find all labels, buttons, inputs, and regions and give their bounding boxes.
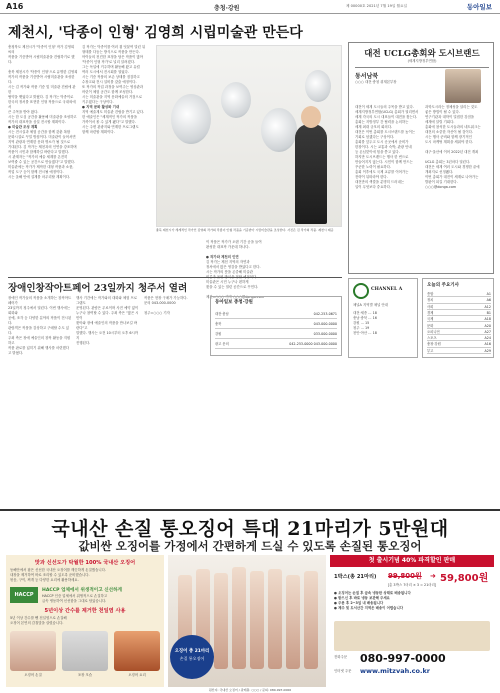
text-line: 일이 무엇보다 중요하다. [355, 185, 391, 189]
text-line: 급속 냉동하여 신선함을 그대로 담았습니다. [42, 599, 107, 603]
row-label: 종합 [427, 292, 434, 296]
channel-logo-icon [353, 283, 369, 299]
row-label: 문화 [427, 323, 434, 328]
text-line: ● 지역 문화 활성화 기대 [82, 105, 120, 109]
row-label: 충청·강원 [427, 342, 441, 347]
text-line: HACCP 인증 업체에서 위생적으로 손질하고 [42, 594, 108, 598]
text-line: 시는 주변 관광지와 연계한 프로그램도 [82, 125, 139, 129]
ad-photo-dish [114, 631, 160, 671]
text-line: 보여줄 수 있는 공간으로 만들겠다"고 말했다. [8, 160, 75, 164]
text-line: 시는 기증 작품의 보존 상태를 점검하고 [82, 75, 140, 79]
squid-item [286, 575, 300, 669]
sculpture-figure [261, 108, 297, 152]
text-line: 지역 예술계도 미술관 건립을 반기고 있다. [82, 110, 145, 114]
artist-head [301, 106, 321, 128]
text-line: 또 작가의 작업 과정을 보여주는 영상관과 [82, 85, 144, 89]
column-text-col-1 [355, 105, 421, 271]
row-value: A29 [484, 348, 491, 353]
text-line: 시는 작가의 뜻을 존중해 미술관 [206, 270, 253, 274]
text-line: 대전만의 색깔을 분명히 드러내는 [355, 180, 405, 184]
lower-article-col-2 [76, 296, 140, 356]
text-line: 주최 측은 장애 예술인의 창작 활동을 지원하고 [8, 336, 71, 345]
text-line: 가까이서 볼 수 있게 됐다"고 말했다. [82, 120, 136, 124]
divider [355, 67, 489, 68]
lead-article-col-1 [8, 45, 78, 273]
text-line: 세계 최대 규모의 회의다. [355, 125, 393, 129]
text-line: 하지만 도시브랜드는 행사 한 번으로 [355, 155, 409, 159]
row-value: A1 [486, 292, 491, 296]
text-line: 시는 올해 안에 설계를 마무리할 계획이다. [8, 175, 71, 179]
channel-list [353, 311, 415, 355]
text-line: 운영된다. 관람은 무료이며 사전 예약 없이 [76, 306, 139, 310]
text-line: 작품이 시민과 함께하길 바란다고 말했다. [8, 150, 70, 154]
text-line: 등 손님맞이에 힘을 쏟고 있다. [355, 150, 400, 154]
lower-article-col-3 [144, 296, 204, 356]
text-line: 개최지로 선정됐다. [425, 170, 454, 174]
ad-left-title: 맛과 신선도가 탁월한 100% 국내산 오징어 [34, 560, 136, 566]
sculpture-figure [305, 70, 331, 102]
sculpture-figure [221, 82, 251, 118]
row-value: 043-000-0000 [313, 322, 337, 326]
text-line: 협약을 맺었다고 밝혔다. 김 작가는 닥종이로 [8, 95, 74, 99]
ad-footer: 원산지: 국내산 오징어 / 판매원: ○○○ / 문의: 080-997-0000 [208, 688, 292, 692]
text-line: 관람객은 작품을 감상하고 구매할 수도 있다. [8, 326, 70, 335]
old-price: 99,800원 [388, 572, 422, 580]
advertisement [0, 509, 500, 691]
text-line: 진행된다. [76, 341, 91, 345]
photo-side-column [206, 240, 342, 299]
text-line: 대구·울산에 이어 2022년 대전 개최 [425, 150, 479, 154]
ad-left-body [10, 568, 160, 584]
issue-date: 제 00000호 2021년 7월 19일 월요일 [346, 4, 407, 8]
list-item: 대전·세종 ... 18 [353, 311, 377, 315]
text-line: 한국의 정서를 표현한 인형 작품으로 국내외에서 [8, 100, 76, 109]
row-label: 부고 [427, 348, 434, 353]
text-line: 형태를 다듬는 방식으로 작품을 만든다. [82, 50, 140, 54]
author-name: 동서남북 [355, 73, 379, 80]
contact-title: 동아일보 충청·강원 [215, 300, 253, 305]
squid-item [232, 567, 246, 669]
salt-body [10, 616, 160, 626]
text-line: ● 주문 후 2~3일 내 배송됩니다 [334, 601, 384, 605]
text-line: 아이들의 천진한 표정을 담은 작품이 많아 [82, 55, 144, 59]
text-line: UCLG 총회는 3년마다 열린다. [425, 160, 471, 164]
divider [8, 277, 342, 278]
haccp-badge [10, 587, 38, 603]
phone-label: 전화주문 [334, 655, 348, 659]
text-line: 함께 마련할 계획이다. [82, 130, 115, 134]
author-avatar [445, 69, 481, 103]
ad-headline: 국내산 손질 통오징어 특대 21마리가 5만원대 [51, 518, 449, 540]
text-line: 세계 각국의 도시 대표들이 대전을 찾는다. [355, 115, 418, 119]
text-line: 작가의 작품을 기증받아 시립미술관을 조성한다. [8, 75, 75, 84]
page-header [0, 0, 500, 14]
text-line: 문화시설로 꾸밀 방침이다. 미술관이 들어서면 [8, 135, 76, 139]
photo-caption: 충북 제천시가 세계적인 작가인 김영희 작가의 닥종이 인형 작품을 기증받아 시립미술관을 조성한다. 사진은 김 작가의 작품. 제천시 제공 [156, 228, 334, 232]
salt-title: 5년이상 간수를 제거한 천일염 사용 [44, 608, 126, 614]
artist-figure [295, 124, 327, 224]
squid-item [214, 573, 228, 669]
page-number: A16 [6, 2, 24, 11]
lead-article-col-3 [156, 240, 202, 274]
main-headline: 제천시, '닥종이 인형' 김영희 시립미술관 만든다 [8, 25, 303, 41]
row-label: 스포츠 [427, 336, 437, 341]
row-value: A6 [486, 298, 491, 303]
text-line: ● 받으신 후 바로 냉동 보관해 주세요 [334, 596, 390, 600]
text-line: '닥종이 인형 작가'로 널리 알려졌다. [82, 60, 136, 64]
text-line: 꾸준한 노력이 필요하다. [355, 165, 391, 169]
text-line: ● 미술관 조성 계획 [8, 125, 38, 129]
row-label: 광고 문의 [215, 342, 229, 346]
text-line: 한 예술인은 "세계적인 작가의 작품을 [82, 115, 137, 119]
text-line: 누구나 참여할 수 있다. 주최 측은 "많은 시민이 [76, 311, 139, 320]
row-value: A18 [484, 317, 491, 322]
column-title: 대전 UCLG총회와 도시브랜드 [364, 49, 480, 59]
price-label: 1박스(총 21마리) [334, 574, 377, 580]
badge-line-2: 손질 통오징어 [179, 656, 205, 661]
text-line: 찾을 수 있는 열린 공간으로 꾸민다. [206, 285, 259, 289]
new-price: 59,800원 [440, 573, 489, 584]
contact-rows [215, 309, 337, 353]
text-line: 수장고와 전시 설비를 갖출 예정이다. [82, 80, 137, 84]
ad-promo-label: 첫 출시기념 40% 파격할인 판매 [368, 557, 456, 564]
text-line: 정서에서 많은 영감을 받았다고 한다. [206, 265, 261, 269]
squid-item [268, 569, 282, 669]
text-line: 총회에 참석한 도시들과의 네트워크는 [425, 125, 481, 129]
web-label: 인터넷 주문 [334, 669, 352, 673]
channel-box [348, 278, 418, 358]
text-line: 김 작가는 닥종이를 여러 겹 덧붙여 말린 뒤 [82, 45, 146, 49]
text-line: 세계지방정부연합(UCLG) 총회가 열리면서 [355, 110, 419, 114]
table-row [215, 329, 337, 339]
price-arrow-icon: ➜ [430, 572, 436, 580]
toc-title: 오늘의 주요기사 [427, 283, 459, 288]
haccp-label: HACCP [14, 592, 34, 598]
row-value: A16 [484, 342, 491, 347]
list-item: 충남·충북 ... 16 [353, 316, 377, 320]
ad-left-panel [6, 555, 164, 687]
text-line: 기회로 삼겠다는 구상이다. [355, 135, 395, 139]
row-label: 사회 [427, 304, 434, 309]
row-label: 강원 [215, 332, 222, 336]
ad-photo-captions [10, 673, 160, 681]
text-line: 총회는 지방정부 간 협력을 논의하는 [355, 120, 409, 124]
text-line: 볶음, 구이, 찌개 등 다양한 요리에 활용하세요. [10, 578, 79, 582]
text-line: 청주=○○○ 기자 [144, 311, 170, 315]
text-line: 시는 미술관을 지역 문화예술의 거점으로 [82, 95, 142, 99]
table-row [427, 348, 491, 354]
squid-item [250, 571, 264, 669]
text-line: 미술관은 시민 누구나 편하게 [206, 280, 249, 284]
text-line: ○○○@donga.com [425, 185, 457, 189]
text-line: 지역 관광과 연계한 문화 명소가 될 것으로 [8, 140, 71, 144]
text-line: 이번 총회가 대전이 세계로 나아가는 [425, 175, 479, 179]
row-value: 042-253-0671 [313, 312, 337, 316]
text-line: ● 작가와 제천의 인연 [206, 255, 239, 259]
ad-count-badge [170, 635, 214, 679]
price-sub: [총 3박스 7마리 × 3 = 21마리] [387, 583, 437, 587]
row-label: 정치 [427, 298, 434, 303]
text-line: 좋은 방법이 될 수 있다. [425, 110, 460, 114]
text-line: 도시 마케팅 계획을 세워야 한다. [425, 140, 473, 144]
list-item: 청주 ... 19 [353, 326, 370, 330]
ad-right-panel [330, 555, 494, 687]
text-line: 행사 기간에는 작가와의 대화와 체험 프로그램도 [76, 296, 138, 305]
text-line: 어린이 체험 공간도 함께 조성한다. [82, 90, 134, 94]
text-line: 시는 한 도심 공간을 활용해 미술관을 조성하고 [8, 115, 77, 119]
text-line: 동해안에서 잡은 신선한 국내산 오징어를 깨끗하게 손질했습니다. [10, 568, 106, 572]
text-line: 연구기관과 대학이 밀집한 강점을 [425, 115, 475, 119]
text-line: 과학도시라는 정체성을 살리는 것도 [425, 105, 478, 109]
text-line: 문의 043-000-0000 [144, 301, 176, 305]
text-line: 대전의 소중한 자산이 될 것이다. [425, 130, 473, 134]
text-line: 내장을 제거하여 바로 조리할 수 있도록 준비했습니다. [10, 573, 90, 577]
row-value: A27 [484, 329, 491, 334]
lead-photo [156, 45, 342, 227]
text-line: 키우겠다는 구상이다. [82, 100, 114, 104]
haccp-body [42, 594, 162, 604]
badge-line-1: 오징어 총 21마리 [174, 649, 210, 654]
photo-caption: 포장 모습 [77, 673, 93, 677]
ad-website[interactable]: www.mitzvah.co.kr [360, 667, 430, 675]
text-line: ● 오징어는 손질 후 급속 냉동한 상태로 배송됩니다 [334, 591, 411, 595]
column-text-col-2 [425, 105, 491, 271]
author-title: ○○○ 대전·충청 취재본부장 [355, 80, 397, 84]
text-line: 작업 도구 등이 함께 전시될 예정이다. [8, 170, 64, 174]
text-line: 시는 김 작가와 작품 기증 및 미술관 건립에 관한 [8, 85, 76, 94]
text-line: ● 제주 및 도서산간 지역은 배송이 어렵습니다 [334, 606, 403, 610]
table-row [215, 339, 337, 349]
text-line: 충북 제천시가 '닥종이 인형'으로 유명한 김영희 [8, 70, 78, 74]
column-box [348, 42, 494, 274]
text-line: 작품을 기증받아 시립미술관을 건립하기로 했다. [8, 55, 75, 64]
text-line: 한창이다. 시는 교통과 숙박, 관광 안내 [355, 145, 412, 149]
text-line: 5년 이상 간수를 뺀 천일염으로 손질해 [10, 616, 67, 620]
text-line: 대전이 세계 도시들의 주목을 받고 있다. [355, 105, 414, 109]
ad-photo-package [62, 631, 108, 671]
text-line: 23일까지 청주에서 열린다. 이번 행사에는 회화와 [8, 306, 71, 315]
text-line: 작품 판로를 넓히기 위해 행사를 마련했다고 밝혔다. [8, 346, 70, 355]
toc-rows [427, 291, 491, 355]
ad-subline: 값비싼 오징어를 가정에서 간편하게 드실 수 있도록 손질된 통오징어 [78, 539, 422, 553]
haccp-title: HACCP 업체에서 위생적이고 신선하게 [42, 588, 122, 593]
text-line: 장애인 작가들의 작품을 소개하는 창작아트페어가 [8, 296, 72, 305]
list-item: 강원 ... 15 [353, 321, 370, 325]
ad-photo-prep [10, 631, 56, 671]
row-value: 033-000-0000 [313, 332, 337, 336]
text-line: 시는 전시실과 체험 공간을 함께 갖춘 복합 [8, 130, 71, 134]
text-line: 작가의 대표작을 상설 전시할 계획이다. [8, 120, 66, 124]
text-line: 기대된다. 김 작가는 제천과의 인연을 강조하며 [8, 145, 77, 149]
text-line: 총회를 앞두고 도시 곳곳에서 준비가 [355, 140, 409, 144]
row-label: 국제 [427, 317, 434, 322]
text-line: 말했다. 행사는 오전 10시부터 오후 6시까지 [76, 331, 139, 340]
text-line: 미술관에는 작가가 제작한 대형 작품과 소품, [8, 165, 74, 169]
lead-article-col-2 [82, 45, 152, 273]
channel-subtitle: 채널A 지역별 채널 안내 [353, 303, 389, 307]
lower-article-col-1 [8, 296, 72, 356]
row-value: 042-253-0000 043-000-0000 [289, 342, 337, 346]
channel-title: CHANNEL A [371, 287, 403, 292]
text-line: 대전은 이번 총회를 도시브랜드를 높이는 [355, 130, 415, 134]
ad-product-box [334, 621, 490, 651]
squid-item [304, 571, 318, 669]
text-line: 충청북도 제천시가 '닥종이 인형' 작가 김영희 씨의 [8, 45, 75, 54]
row-label: 충북 [215, 322, 222, 326]
text-line: 시 관계자는 "작가의 예술 세계를 온전히 [8, 155, 68, 159]
text-line: 전략이 뒤따라야 한다. [355, 175, 388, 179]
text-line: 오징어 본연의 감칠맛을 살렸습니다. [10, 621, 64, 625]
row-value: B1 [486, 310, 491, 315]
text-line: 총회 이후에도 국제 교류를 이어가는 [355, 170, 409, 174]
text-line: 완성한 대표작 가운데 하나다. [206, 245, 250, 249]
lower-article-title: 장애인창작아트페어 23일까지 청주서 열려 [8, 283, 188, 294]
table-row [215, 319, 337, 329]
row-value: A24 [484, 336, 491, 341]
text-line: 발판이 되길 기대한다. [425, 180, 458, 184]
photo-caption: 오징어 손질 [24, 673, 42, 677]
text-line: 시는 행사 준비와 함께 장기적인 [425, 135, 472, 139]
text-line: 김 작가는 제천 지역의 자연과 [206, 260, 250, 264]
row-label: 오피니언 [427, 329, 440, 334]
sculpture-figure [171, 94, 211, 144]
newspaper-logo: 동아일보 [466, 3, 492, 11]
text-line: 제천=○○○ 기자 ○○○@donga.com [206, 295, 265, 299]
list-item: 천안·아산 ... 18 [353, 331, 377, 335]
text-line: 만들어지지 않는다. 시민이 함께 만드는 [355, 160, 413, 164]
text-line: 작품은 현장 구매가 가능하다. [144, 296, 188, 300]
text-line: 세계에 알릴 기회다. [425, 120, 455, 124]
ad-phone[interactable]: 080-997-0000 [360, 652, 446, 665]
row-label: 대전·충남 [215, 312, 229, 316]
text-line: 큰 주목을 받아 왔다. [8, 110, 39, 114]
text-line: 여러 도시에서 전시회를 열었다. [82, 70, 129, 74]
text-line: 대전은 세계 여러 도시와 경쟁한 끝에 [425, 165, 480, 169]
ad-promo-banner [330, 555, 494, 567]
text-line: 공예, 조각 등 다양한 분야의 작품이 전시된다. [8, 316, 72, 325]
ad-right-body [334, 591, 490, 619]
column-subtitle: (세계지방정부연합) [407, 59, 437, 63]
ad-squid-photo [168, 555, 326, 687]
contact-box [210, 296, 342, 356]
photo-caption: 오징어 요리 [128, 673, 146, 677]
row-value: A20 [484, 323, 491, 328]
text-line: 그는 독일에 거주하며 활동해 왔고 유럽 [82, 65, 140, 69]
text-line: 이 작품은 작가가 오랜 기간 공을 들여 [206, 240, 262, 244]
table-row [215, 309, 337, 319]
text-line: 찾아와 장애 예술인의 작품을 만나보길 바란다"고 [76, 321, 138, 330]
row-label: 경제 [427, 310, 434, 315]
section-name: 충청·강원 [214, 5, 240, 12]
row-value: A12 [484, 304, 491, 309]
toc-box [422, 278, 494, 358]
